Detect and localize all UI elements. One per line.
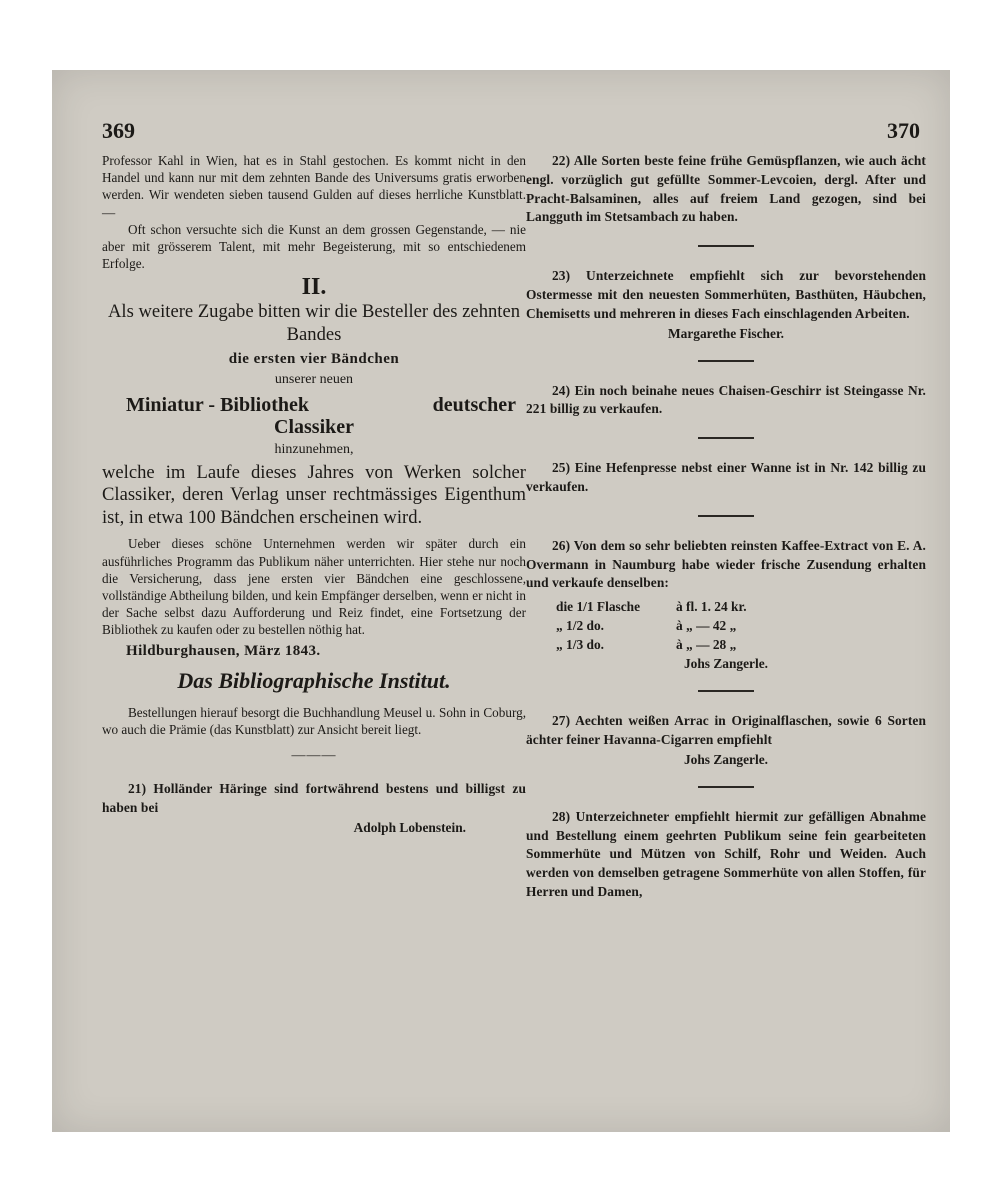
title-classiker: Classiker [274,415,354,438]
scanned-page [52,70,950,1132]
title-part-a: Miniatur - Bibliothek [126,393,309,416]
page-number-left: 369 [102,118,135,143]
advert-26: 26) Von dem so sehr beliebten reinsten Kaffee-Extract von E. A. Overmann in Naumburg habe wieder frische Zusendung erhalten und verkaufe denselben: [526,537,926,591]
heading-zugabe: Als weitere Zugabe bitten wir die Besteller des zehnten Bandes [107,301,520,346]
signature-23: Margarethe Fischer. [667,325,785,341]
price-qty: „ 1/3 do. [556,637,604,653]
advert-28: 28) Unterzeichneter empfiehlt hiermit zur gefälligen Abnahme und Bestellung einem geehrten Publikum seine fein gearbeiteten Sommerhüte und Mützen von Schilf, Rohr und Weiden. Auch werden von demselben getragene Sommerhüte von allen Stoffen, für Herren und Damen, [526,808,926,899]
paragraph-large: welche im Laufe dieses Jahres von Werken solcher Classiker, deren Verlag unser rechtmässiges Eigenthum ist, in etwa 100 Bändchen erscheinen wird. [102,461,526,528]
left-column [102,152,526,836]
divider-rule [698,245,754,247]
heading-baendchen: die ersten vier Bändchen [228,350,400,367]
right-column [526,152,926,902]
signature-21: Adolph Lobenstein. [353,819,466,835]
price-qty: die 1/1 Flasche [556,599,641,615]
advert-23: 23) Unterzeichnete empfiehlt sich zur bevorstehenden Ostermesse mit den neuesten Sommerhüten, Basthüten, Häubchen, Chemisetts und mehreren in dieses Fach einschlagenden Arbeiten. [526,268,926,321]
price-value: à fl. 1. 24 kr. [676,599,747,615]
advert-24: 24) Ein noch beinahe neues Chaisen-Geschirr ist Steingasse Nr. 221 billig zu verkaufen. [526,382,926,417]
page-number-right: 370 [887,118,920,143]
signature-26: Johs Zangerle. [683,656,769,672]
paragraph-gegenstande: Oft schon versuchte sich die Kunst an dem grossen Gegenstande, — nie aber mit grösserem Talent, mit mehr Begeisterung, mit so entschiedenem Erfolge. [102,221,526,272]
divider-rule [698,786,754,788]
paragraph-bestellungen: Bestellungen hierauf besorgt die Buchhandlung Meusel u. Sohn in Coburg, wo auch die Prämie (das Kunstblatt) zur Ansicht bereit liegt. [102,704,526,737]
paragraph-kunstblatt: Professor Kahl in Wien, hat es in Stahl gestochen. Es kommt nicht in den Handel und kann nur mit dem zehnten Bande des Universums gratis erworben werden. Wir wendeten sieben tausend Gulden auf dieses herrliche Kunstblatt. — [102,153,526,220]
text-unserer-neuen: unserer neuen [274,371,354,387]
title-part-b: deutscher [432,393,516,416]
place-date: Hildburghausen, März 1843. [126,642,321,659]
section-numeral: II. [301,274,327,301]
divider-dash: ——— [291,748,337,764]
advert-25: 25) Eine Hefenpresse nebst einer Wanne ist in Nr. 142 billig zu verkaufen. [526,460,926,494]
divider-rule [698,360,754,362]
price-row [556,597,926,616]
price-list [556,597,926,654]
price-value: à „ — 28 „ [676,637,737,653]
advert-21: 21) Holländer Häringe sind fortwährend bestens und billigst zu haben bei [102,781,526,815]
advert-27: 27) Aechten weißen Arrac in Originalflaschen, sowie 6 Sorten ächter feiner Havanna-Cigarren empfiehlt [526,713,926,747]
price-row [556,616,926,635]
title-miniatur-bibliothek [102,394,526,416]
price-qty: „ 1/2 do. [556,618,604,634]
text-hinzunehmen: hinzunehmen, [274,441,354,457]
price-row [556,635,926,654]
paragraph-unternehmen: Ueber dieses schöne Unternehmen werden wir später durch ein ausführliches Programm das Publikum näher unterrichten. Hier stehe nur noch die Versicherung, dass jene ersten vier Bändchen eine geschlossene, vollständige Abtheilung bilden, und kein Empfänger derselben, wenn er nicht in der Sache selbst dazu Aufforderung und Reiz findet, eine Fortsetzung der Bibliothek zu kaufen oder zu bestellen nöthig hat. [102,536,526,638]
price-value: à „ — 42 „ [676,618,737,634]
divider-rule [698,437,754,439]
divider-rule [698,515,754,517]
publisher-name: Das Bibliographische Institut. [177,667,451,693]
divider-rule [698,690,754,692]
advert-22: 22) Alle Sorten beste feine frühe Gemüspflanzen, wie auch ächt engl. vorzüglich gut gefüllte Sommer-Levcoien, dergl. After und Pracht-Balsaminen, alles auf freiem Land gezogen, sind bei Langguth im Stetsambach zu haben. [526,153,926,225]
signature-27: Johs Zangerle. [683,751,769,767]
